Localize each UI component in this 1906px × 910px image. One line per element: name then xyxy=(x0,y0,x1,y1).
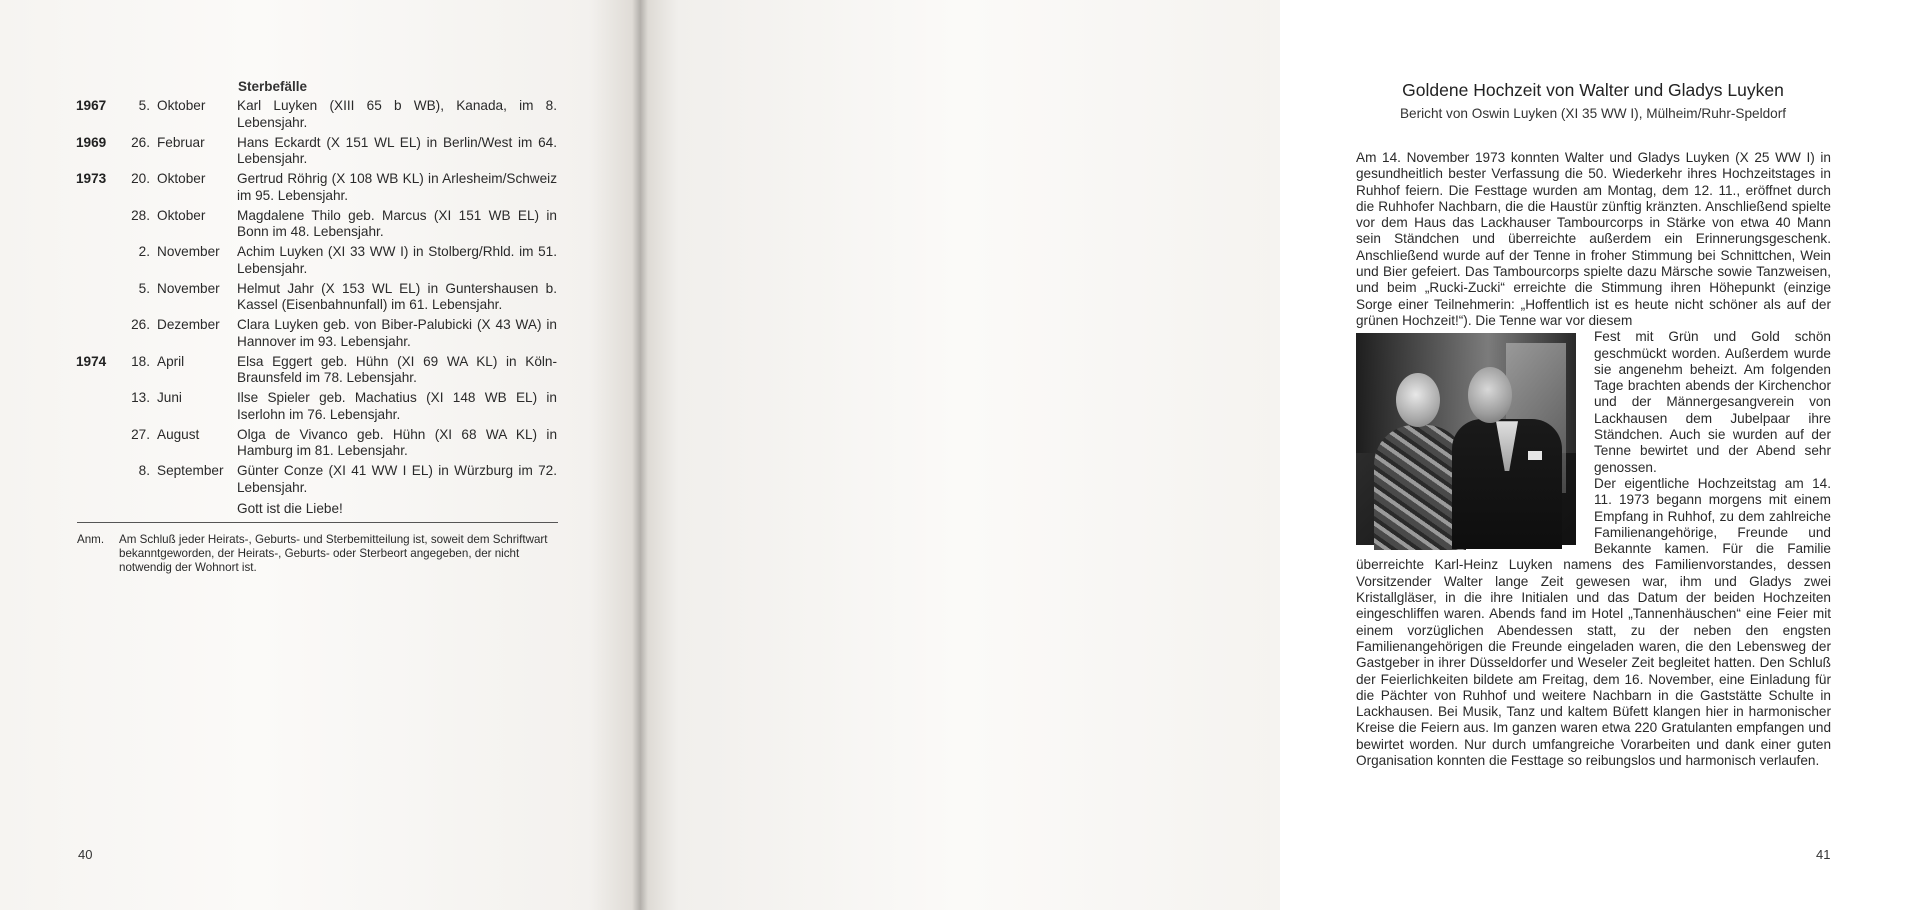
death-entry xyxy=(0,317,640,350)
article-body xyxy=(1356,150,1831,769)
entry-day: 28. xyxy=(131,207,150,223)
entry-month: November xyxy=(157,244,220,259)
death-entry xyxy=(0,390,640,423)
article-paragraph-1 xyxy=(1356,150,1831,329)
entry-month: Februar xyxy=(157,134,205,150)
death-entry xyxy=(0,427,640,460)
entry-day: 26. xyxy=(131,317,150,332)
death-entry xyxy=(0,171,640,204)
article-paragraph-1-continued-text: Fest mit Grün und Gold schön geschmückt worden. Außerdem wurde sie angenehm beheizt. Am folgenden Tage brachten abends der Kirchenchor und der Männergesangverein von Lackhausen dem Jubelpaar ihre Ständchen. Auch sie wurden auf der Tenne bewirtet und der Abend sehr genossen. xyxy=(1594,329,1831,475)
entry-text: Elsa Eggert geb. Hühn (XI 69 WA KL) in Köln-Braunsfeld im 78. Lebensjahr. xyxy=(237,353,557,385)
entry-day: 26. xyxy=(131,134,150,150)
entry-month: Juni xyxy=(157,390,182,405)
entry-year: 1973 xyxy=(76,171,107,186)
entry-text: Clara Luyken geb. von Biber-Palubicki (X 43 WA) in Hannover im 93. Lebensjahr. xyxy=(237,317,557,349)
death-entry xyxy=(0,98,640,131)
death-entry xyxy=(0,281,640,314)
entry-day: 13. xyxy=(131,390,150,405)
entry-day: 5. xyxy=(138,98,150,113)
closing-line: Gott ist die Liebe! xyxy=(237,501,343,516)
entry-month: Dezember xyxy=(157,317,220,332)
entry-text: Olga de Vivanco geb. Hühn (XI 68 WA KL) in Hamburg im 81. Lebensjahr. xyxy=(237,426,557,458)
entry-text: Achim Luyken (XI 33 WW I) in Stolberg/Rhld. im 51. Lebensjahr. xyxy=(237,244,557,276)
entry-month: Oktober xyxy=(157,207,206,223)
entry-day: 27. xyxy=(131,426,150,442)
book-gutter xyxy=(632,0,648,910)
entry-year: 1969 xyxy=(76,134,107,150)
entry-month: November xyxy=(157,280,220,296)
photo-man-head xyxy=(1468,367,1512,423)
death-entry xyxy=(0,354,640,387)
death-entry xyxy=(0,135,640,168)
entry-text: Gertrud Röhrig (X 108 WB KL) in Arlesheim/Schweiz im 95. Lebensjahr. xyxy=(237,171,557,203)
article-paragraph-2: Der eigentliche Hochzeitstag am 14. 11. 1973 begann morgens mit einem Empfang in Ruhhof, zu dem zahlreiche Familienangehörige, Freunde und Bekannte kamen. Für die Familie überreichte Karl-Heinz Luyken namens des Familienvorstandes, dessen Vorsitzender Walter lange Zeit gewesen war, ihm und Gladys zwei Kristallgläser, in die ihre Initialen und das Datum der beiden Hochzeiten eingeschliffen waren. Abends fand im Hotel „Tannenhäuschen“ eine Feier mit einem vorzüglichen Abendessen statt, zu der neben den engsten Familienangehörigen die Freunde eingeladen waren, die den Lebensweg der Gastgeber in ihrer Düsseldorfer und Weseler Zeit begleitet hatten. Den Schluß der Feierlichkeiten bildete am Freitag, dem 16. November, eine Einladung für die Pächter von Ruhhof und weitere Nachbarn in die Gaststätte Schulte in Lackhausen. Bei Musik, Tanz und kaltem Büfett klangen hier in harmonischer Kreise die Feiern aus. Im ganzen waren etwa 220 Gratulanten empfangen und bewirtet worden. Nur durch umfangreiche Vorarbeiten und dank einer guten Organisation konnten die Festtage so reibungslos und harmonisch verlaufen. xyxy=(1356,475,1831,768)
footnote-label: Anm. xyxy=(77,533,105,546)
entry-day: 20. xyxy=(131,171,150,186)
entry-month: April xyxy=(157,353,185,369)
photo-pocket-square xyxy=(1528,451,1542,460)
left-page xyxy=(0,0,640,910)
page-number-left: 40 xyxy=(78,847,93,862)
death-entry xyxy=(0,208,640,241)
entry-day: 8. xyxy=(138,463,150,478)
couple-photo xyxy=(1356,333,1576,545)
page-number-right: 41 xyxy=(1816,847,1831,862)
death-entry xyxy=(0,244,640,277)
entry-text: Magdalene Thilo geb. Marcus (XI 151 WB EL) in Bonn im 48. Lebensjahr. xyxy=(237,207,557,239)
footnote-divider xyxy=(77,522,558,523)
entry-day: 18. xyxy=(131,353,150,369)
entry-text: Ilse Spieler geb. Machatius (XI 148 WB EL) in Iserlohn im 76. Lebensjahr. xyxy=(237,390,557,422)
entry-text: Hans Eckardt (X 151 WL EL) in Berlin/West im 64. Lebensjahr. xyxy=(237,134,557,166)
footnote-text: Am Schluß jeder Heirats-, Geburts- und Sterbemitteilung ist, soweit dem Schriftwart bekanntgeworden, der Heirats-, Geburts- oder Sterbeort angegeben, der nicht notwendig der Wohnort ist. xyxy=(119,533,548,574)
article-title: Goldene Hochzeit von Walter und Gladys Luyken xyxy=(1402,80,1784,100)
photo-woman-head xyxy=(1396,373,1440,427)
entry-text: Karl Luyken (XIII 65 b WB), Kanada, im 8. Lebensjahr. xyxy=(237,98,557,130)
article-paragraph-1-text: Am 14. November 1973 konnten Walter und Gladys Luyken (X 25 WW I) in gesundheitlich bester Verfassung die 50. Wiederkehr ihres Hochzeitstages in Ruhhof feiern. Die Festtage wurden am Montag, dem 12. 11., eröffnet durch die Ruhhofer Nachbarn, die die Haustür zünftig kränzten. Anschließend spielte vor dem Haus das Lackhauser Tambourcorps in Stärke von etwa 40 Mann sein Ständchen und überreichte außerdem ein Erinnerungsgeschenk. Anschließend wurde auf der Tenne in froher Stimmung bei Schnittchen, Wein und Bier gefeiert. Das Tambourcorps spielte dazu Märsche sowie Tanzweisen, und beim „Rucki-Zucki“ erreichte die Stimmung ihren Höhepunkt (einzige Sorge einer Teilnehmerin: „Hoffentlich ist es heute nicht schöner als auf der grünen Hochzeit!“). Die Tenne war vor diesem xyxy=(1356,150,1831,328)
death-entry xyxy=(0,463,640,496)
deaths-heading: Sterbefälle xyxy=(238,79,308,94)
entry-year: 1974 xyxy=(76,353,107,369)
entry-day: 5. xyxy=(138,280,150,296)
entry-year: 1967 xyxy=(76,98,107,113)
right-page xyxy=(640,0,1831,910)
article-subtitle: Bericht von Oswin Luyken (XI 35 WW I), Mülheim/Ruhr-Speldorf xyxy=(1399,106,1787,121)
entry-month: August xyxy=(157,426,200,442)
entry-month: Oktober xyxy=(157,171,206,186)
death-entries-list xyxy=(0,98,640,516)
entry-day: 2. xyxy=(138,244,150,259)
entry-text: Helmut Jahr (X 153 WL EL) in Guntershausen b. Kassel (Eisenbahnunfall) im 61. Lebensjahr. xyxy=(237,280,557,312)
entry-month: September xyxy=(157,463,224,478)
entry-text: Günter Conze (XI 41 WW I EL) in Würzburg im 72. Lebensjahr. xyxy=(237,463,557,495)
entry-month: Oktober xyxy=(157,98,206,113)
footnote xyxy=(77,533,558,575)
